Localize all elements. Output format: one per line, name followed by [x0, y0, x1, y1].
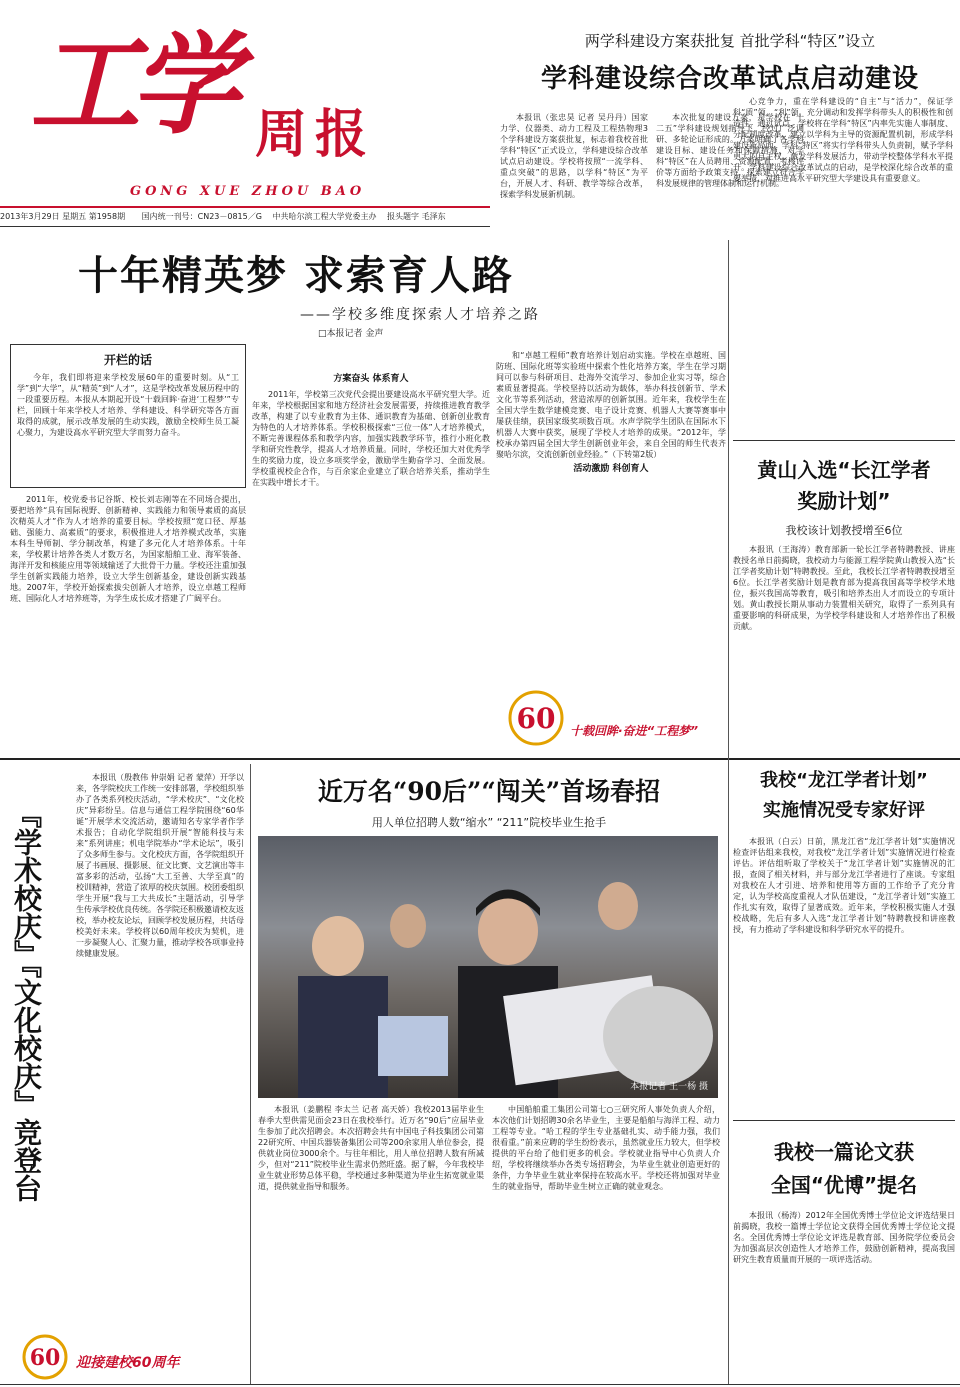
anniversary-banner-text: 十载回眸·奋进“工程梦” [570, 724, 699, 738]
anniversary-banner-bottom-text: 迎接建校60周年 [76, 1355, 180, 1371]
campus-vertical-headline-2: 『文化校庆』竞登台 [10, 950, 43, 1202]
issue-date: 2013年3月29日 星期五 第1958期 [0, 212, 126, 221]
campus-vertical-headline-1: 『学术校庆』 [10, 800, 43, 968]
huangshan-headline-2: 奖励计划” [797, 489, 891, 513]
opening-box-text: 今年，我们即将迎来学校发展60年的重要时刻。从“工学”到“大学”，从“精英”到“人才”，这是学校改革发展历程中的一段重要历程。本报从本期起开设“十载回眸·奋进‘工程梦’”专栏，回顾十年来学校人才培养、学科建设、科学研究等各方面取得的成就，展示改革发展的生动实践，激励全校师生员工凝心聚力，为建设高水平研究型大学而努力奋斗。 [17, 373, 239, 437]
masthead-logo: 工学 [30, 20, 230, 149]
longjiang-headline-2: 实施情况受专家好评 [763, 800, 925, 821]
crowd-photo-icon [258, 836, 718, 1098]
jobs-headline: 近万名“90后”“闯关”首场春招 [317, 777, 661, 806]
longjiang-news [733, 764, 955, 1104]
lead-col2-subhead: 方案奋头 体系育人 [333, 374, 409, 384]
masthead-title: 周报 [255, 105, 376, 165]
lead-subtitle: ——学校多维度探索人才培养之路 [300, 307, 540, 323]
svg-text:60: 60 [29, 1345, 61, 1371]
longjiang-text: 本报讯（白云）日前，黑龙江省“龙江学者计划”实施情况检查评估组来我校，对我校“龙江学者计划”实施情况进行检查评估。评估组听取了学校关于“龙江学者计划”实施情况的汇报，查阅了相关材料，并与部分龙江学者进行了座谈。专家组对我校在人才引进、培养和使用等方面的工作给予了充分肯定，认为学校高度重视人才队伍建设，“龙江学者计划”实施工作扎实有效，取得了显著成效。近年来，学校积极实施人才强校战略，先后有多人入选“龙江学者计划”特聘教授和讲座教授，有力推动了学科建设和科学研究水平的提升。 [733, 837, 955, 934]
thesis-text: 本报讯（杨涛）2012年全国优秀博士学位论文评选结果日前揭晓，我校一篇博士学位论文获得全国优秀博士学位论文提名。全国优秀博士学位论文评选是教育部、国务院学位委员会为加强高层次创造性人才培养工作，鼓励创新精神，提高我国研究生教育质量而开展的一项评选活动。 [733, 1211, 955, 1264]
campus-text: 本报讯（殷教伟 仲崇娟 记者 蒙萍）开学以来，各学院校庆工作统一安排部署，学校组织举办了各类系列校庆活动，“学术校庆”、“文化校庆”异彩纷呈。信息与通信工程学院围绕“60华诞”开展学术交流活动，邀请知名专家学者作学术报告；自动化学院组织开展“智能科技与未来”系列讲座；机电学院举办“学术论坛”，吸引了众多师生参与。文化校庆方面，各学院组织开展了书画展、摄影展、征文比赛、文艺演出等丰富多彩的活动，弘扬“大工至善、大学至真”的校训精神，营造了浓厚的校庆氛围。校团委组织学生开展“我与工大共成长”主题活动，引导学生传承学校优良传统。各学院还积极邀请校友返校，举办校友论坛，回顾学校发展历程，共话母校美好未来。学校将以60周年校庆为契机，进一步凝聚人心、汇聚力量，推动学校各项事业持续健康发展。 [76, 773, 244, 958]
huangshan-headline-1: 黄山入选“长江学者 [757, 458, 931, 482]
top-story-headline: 学科建设综合改革试点启动建设 [540, 64, 919, 94]
huangshan-text: 本报讯（王海涛）教育部新一轮长江学者特聘教授、讲座教授名单日前揭晓，我校动力与能源工程学院黄山教授入选“长江学者奖励计划”特聘教授。至此，我校长江学者特聘教授增至6位。长江学者奖励计划是教育部为提高我国高等学校学术地位，振兴我国高等教育，吸引和培养杰出人才而设立的专项计划。黄山教授长期从事动力装置相关研究，取得了一系列具有重要影响的科研成果，为学校学科建设和人才培养作出了积极贡献。 [733, 545, 955, 631]
longjiang-headline-1: 我校“龙江学者计划” [760, 770, 928, 791]
huangshan-subtitle: 我校该计划教授增至6位 [785, 524, 903, 537]
anniversary-banner-bottom [20, 1332, 250, 1384]
sponsor: 中共哈尔滨工程大学党委主办 [272, 212, 377, 221]
jobs-col1: 本报讯（姜鹏程 李太兰 记者 高天娇）我校2013届毕业生春季大型供需见面会23日在我校举行。近万名“90后”应届毕业生参加了此次招聘会。本次招聘会共有中国电子科技集团公司第22研究所、中国兵器装备集团公司等200余家用人单位参会，提供就业岗位3000余个。与往年相比，用人单位招聘人数有所减少，但对“211”院校毕业生需求仍然旺盛。据了解，今年我校毕业生就业形势总体平稳，学校通过多种渠道为毕业生拓宽就业渠道，提供就业指导和服务。 [258, 1105, 484, 1191]
thesis-headline-1: 我校一篇论文获 [774, 1140, 914, 1164]
jobs-photo [258, 836, 718, 1098]
top-story-col1: 本报讯（张忠昊 记者 吴丹丹）国家力学、仪器类、动力工程及工程热物理3个学科建设方案获批复，标志着我校首批学科“特区”正式设立，学科建设综合改革试点启动建设。学校将按照“一流学科、重点突破”的思路，以学科“特区”为平台，开展人才、科研、教学等综合改革，探索学科发展新机制。 [500, 113, 648, 199]
anniversary-banner-top [506, 688, 726, 752]
opening-box [10, 344, 246, 488]
top-story-kicker: 两学科建设方案获批复 首批学科“特区”设立 [584, 32, 876, 50]
jobs-col2: 中国船舶重工集团公司第七○三研究所人事处负责人介绍，本次他们计划招聘30余名毕业生，主要是船舶与海洋工程、动力工程等专业。“哈工程的学生专业基础扎实、动手能力强，我们很看重。”前来应聘的学生纷纷表示，虽然就业压力较大，但学校提供的平台给了他们更多的机会。学校就业指导中心负责人介绍，学校将继续举办各类专场招聘会，为毕业生就业创造更好的条件，力争毕业生就业率保持在较高水平。学校还将加强对毕业生的就业指导，帮助毕业生树立正确的就业观念。 [492, 1105, 720, 1191]
lead-col3-subhead: 活动激励 科创育人 [573, 464, 649, 474]
lead-col1: 2011年，校党委书记谷斯、校长刘志刚等在不同场合提出，要把培养“具有国际视野、创新精神、实践能力和领导素质的高层次精英人才”作为人才培养的重要目标。学校按照“宽口径、厚基础、强能力、高素质”的要求，积极推进人才培养模式改革，实施本科生导师制、学分制改革，构建了多元化人才培养体系。十年来，学校累计培养各类人才数万名，为国家船舶工业、海军装备、海洋开发和核能应用等领域输送了大批骨干力量。学校还注重加强学生创新实践能力培养，设立大学生创新基金，建设创新实践基地。2007年，学校开始探索拔尖创新人才培养，设立卓越工程师班、国际化人才培养班等，为学生成长成才搭建了广阔平台。 [10, 495, 246, 603]
jobs-subtitle: 用人单位招聘人数“缩水” “211”院校毕业生抢手 [371, 816, 607, 829]
svg-text:60: 60 [516, 702, 556, 735]
anniversary-60-logo-icon [506, 688, 566, 748]
anniversary-60-logo-icon [20, 1332, 70, 1382]
top-story-col2: 本次批复的建设方案，是学校在“十二五”学科建设规划指导下，经过广泛调研、多轮论证形成的。方案明确了各学科建设目标、建设任务和保障措施，对学科“特区”在人员聘用、资源配置、考核评价等方面给予政策支持，探索建立符合学科发展规律的管理体制和运行机制。 [656, 113, 804, 188]
masthead-pinyin: GONG XUE ZHOU BAO [130, 184, 366, 199]
lead-col3: 和“卓越工程师”教育培养计划启动实施。学校在卓越班、国防班、国际化班等实验班中探索个性化培养方案，学生在学习期间可以参与科研项目、赴海外交流学习、参加企业实习等，综合素质显著提高。学校坚持以活动为载体，举办科技创新节、学术文化节等系列活动，营造浓厚的创新氛围。近年来，我校学生在全国大学生数学建模竞赛、电子设计竞赛、机器人大赛等赛事中屡获佳绩，获国家级奖项数百项。水声学院学生团队在国际水下机器人大赛中获奖，展现了学校人才培养的成果。“2012年，学校承办第四届全国大学生创新创业年会，来自全国的师生代表齐聚哈尔滨，交流创新创业经验。”（下转第2版） 活动激励 科创育人 [496, 351, 726, 474]
lead-col2: 方案奋头 体系育人 2011年，学校第三次党代会提出要建设高水平研究型大学。近年来，学校根据国家和地方经济社会发展需要，持续推进教育教学改革，构建了以专业教育为主体、通识教育为基础、创新创业教育为特色的人才培养体系。学校积极探索“三位一体”人才培养模式，不断完善课程体系和教学内容，加强实践教学环节，推行小班化教学和研究性教学，提高人才培养质量。同时，学校还加大对优秀学生的奖励力度，设立多项奖学金，激励学生勤奋学习、全面发展。学校重视校企合作，与百余家企业建立了联合培养关系，推动学生在实践中增长才干。 [252, 374, 490, 487]
calligraphy-credit: 报头题字 毛泽东 [387, 212, 446, 221]
serial-number: 国内统一刊号：CN23－0815／G [141, 212, 262, 221]
top-story-col3: 心竞争力，重在学科建设的“自主”与“活力”，保证学科“质”领、“利”领，充分调动和发挥学科带头人的积极性和创造性。通过试点，学校将在学科“特区”内率先实施人事制度、分配制度改革，建立以学科为主导的资源配置机制，形成学科建设新局面。学科“特区”将实行学科带头人负责制，赋予学科更大的自主权，激发学科发展活力，带动学校整体学科水平提升。学科建设综合改革试点的启动，是学校深化综合改革的重要举措，对推进高水平研究型大学建设具有重要意义。 [733, 97, 953, 183]
thesis-news [733, 1130, 955, 1380]
huangshan-news [733, 450, 955, 750]
lead-byline: □本报记者 金声 [318, 329, 384, 339]
opening-box-title: 开栏的话 [103, 353, 152, 367]
masthead [0, 0, 490, 235]
lead-headline: 十年精英梦 求索育人路 [78, 252, 514, 299]
photo-caption: 本报记者 王一杨 摄 [630, 1082, 708, 1092]
thesis-headline-2: 全国“优博”提名 [770, 1173, 918, 1197]
